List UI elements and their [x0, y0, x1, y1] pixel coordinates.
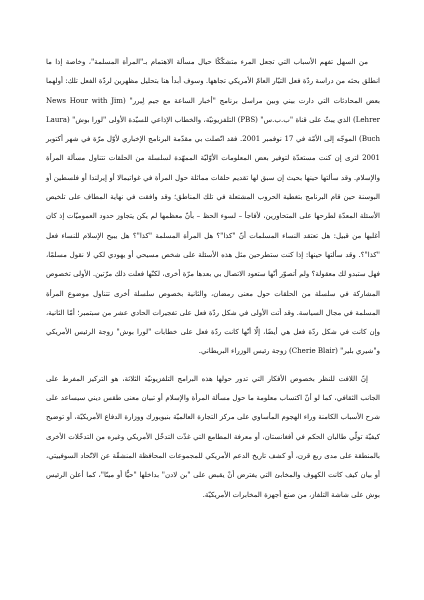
- paragraph-1: من السهل تفهم الأسباب التي تجعل المرء متشكّكًا حيال مسألة الاهتمام بـ"المرأة المسلمة"، وخاصة إذا ما انطلق بحثه من دراسة ردّة فعل التيّار العامّ الأمريكي تجاهها. وسوف أبدأ هنا بتحليل مظهرين لردّة الفعل تلك: أولهما بعض المحادثات التي دارت بيني وبين مراسل برنامج "أخبار الساعة مع جيم لِيرر" (News Hour with Jim Lehrer) الذي يبثّ على قناة "ب.ب.س" (PBS) التلفزيونيّة، والخطاب الإذاعي للسيّدة الأولى "لورا بوش" (Laura Buch) الموجّه إلى الأمّة في 17 نوفمبر 2001. فقد اتّصلت بي مقدّمة البرنامج الإخباري لأوّل مرّة في شهر أكتوبر 2001 لترى إن كنت مستعدّة لتوفير بعض المعلومات الأوّليّة الممهّدة لسلسلة من الحلقات تتناول مسألة المرأة والإسلام. وقد سألتها حينها بحيث إن سبق لها تقديم حلقات مماثلة حول المرأة في غواتيمالا أو إيرلندا أو فلسطين أو البوسنة حين قام البرنامج بتغطية الحروب المشتعلة في تلك المناطق؛ وقد وافقت في نهاية المطاف على تلخيص الأسئلة المعدّة لطرحها على المتحاورين، لأفاجأ – لسوء الحظ – بأنّ معظمها لم يكن يتجاوز حدود العموميّات إذ كان أغلبها من قبيل: هل تعتقد النساء المسلمات أنّ "كذا"؟ هل المرأة المسلمة "كذا"؟ هل يبيح الإسلام للنساء فعل "كذا"؟. وقد سألتها حينها: إذا كنت ستطرحين مثل هذه الأسئلة على شخص مسيحي أو يهودي لكي لا نقول مسلمًا، فهل ستبدو لك معقولة؟ ولم أتصوّر أنّها ستعود الاتصال بي بعدها مرّة أخرى، لكنّها فعلت ذلك مرّتين. الأولى تخصوص المشاركة في سلسلة من الحلقات حول معنى رمضان، والثانية بخصوص سلسلة أخرى تتناول موضوع المرأة المسلمة في مجال السياسة. وقد أتت الأولى في شكل ردّة فعل على تفجيرات الحادي عشر من سبتمبر؛ أمّا الثانية، وإن كانت في شكل ردّة فعل هي أيضًا، إلّا أنّها كانت ردّة فعل على خطابات "لورا بوش" زوجة الرئيس الأمريكي و"شيري بلير" (Cherie Blair) زوجة رئيس الوزراء البريطاني.: [46, 57, 381, 356]
- paragraph-2: إنّ اللافت للنظر بخصوص الأفكار التي تدور حولها هذه البرامج التلفزيونيّة الثلاثة، هو التركيز المفرط على الجانب الثقافي، كما لو أنّ اكتساب معلومة ما حول مسألة المرأة والإسلام أو تبيان معنى طقس ديني سيساعد على شرح الأسباب الكامنة وراء الهجوم المأساوي على مركز التجارة العالميّة بنيويورك ووزارة الدفاع الأمريكيّة، أو توضيح كيفيّة تولّي طالبان الحكم في أفغانستان، أو معرفة المطامع التي غذّت التدخّل الأمريكي وغيره من التدخّلات الأخرى بالمنطقة على مدى ربع قرن، أو كشف تاريخ الدعم الأمريكي للمجموعات المحافظة المنشقّة عن الاتّحاد السوفييتي، أو بيان كيف كانت الكهوف والمخابئ التي يفترض أنْ يقبض على "بن لادن" بداخلها "حيًّا أو ميتًا"، كما أعلن الرئيس بوش على شاشة التلفاز، من صنع أجهزة المخابرات الأمريكيّة.: [46, 373, 380, 499]
